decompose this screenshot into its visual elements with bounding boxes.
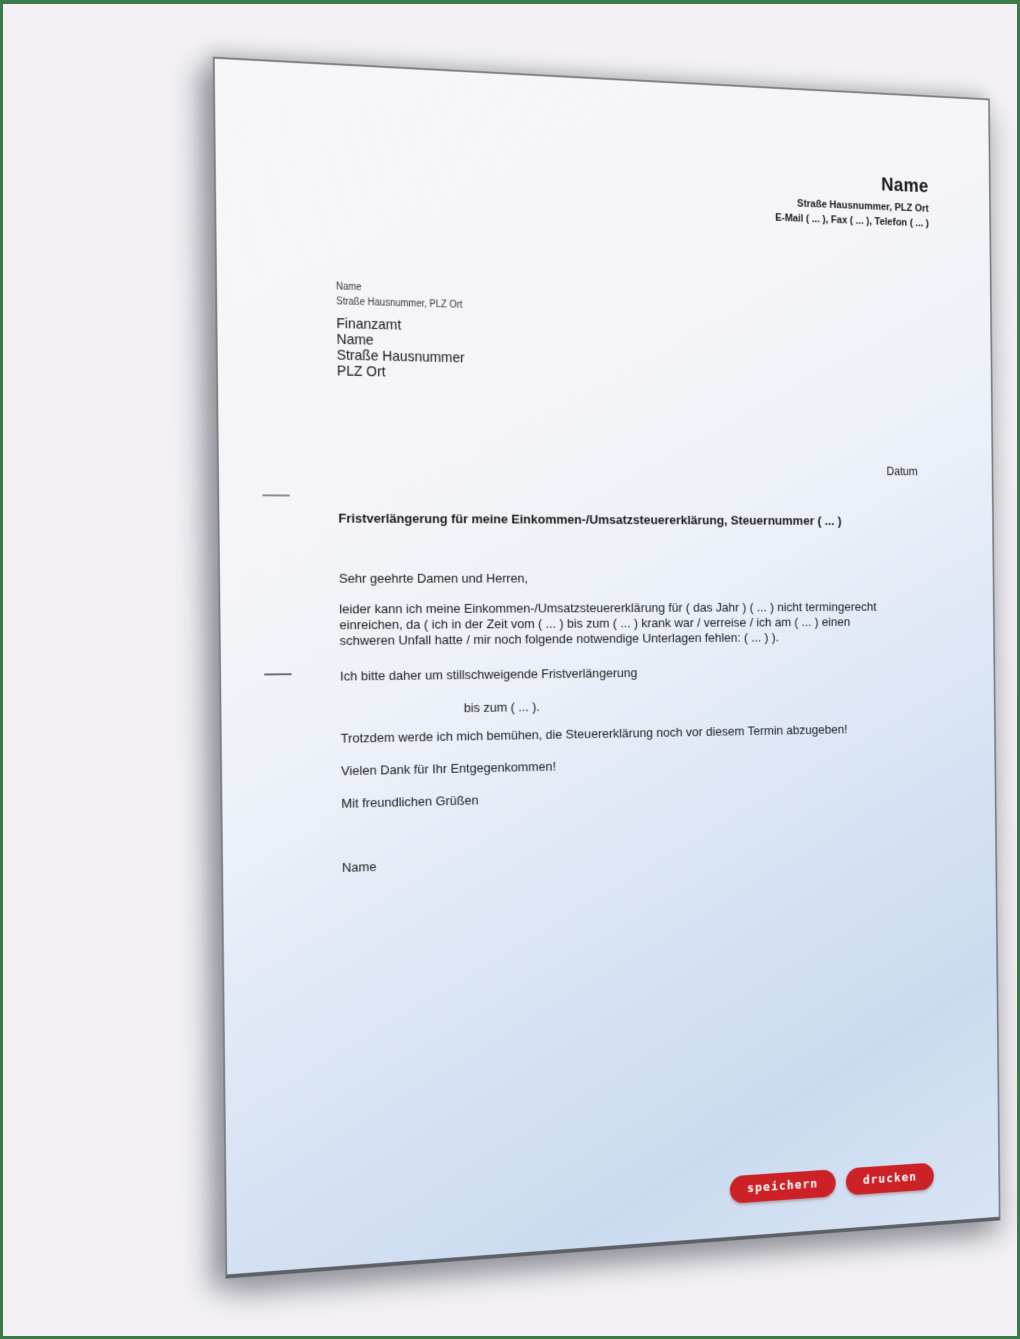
- request-line: Ich bitte daher um stillschweigende Fristverlängerung: [339, 665, 638, 684]
- paragraph-line: schweren Unfall hatte / mir noch folgende notwendige Unterlagen fehlen: ( ... ) ).: [339, 630, 779, 649]
- deadline-line: bis zum ( ... ).: [463, 699, 540, 716]
- save-button[interactable]: speichern: [729, 1169, 835, 1204]
- recipient-line: Finanzamt: [336, 316, 402, 334]
- header-address: Straße Hausnummer, PLZ Ort: [797, 197, 929, 215]
- button-row: [729, 1162, 934, 1203]
- header-name: Name: [881, 174, 929, 197]
- recipient-line: Straße Hausnummer: [336, 347, 465, 367]
- sender-block: [336, 280, 463, 313]
- closing-line: Mit freundlichen Grüßen: [341, 792, 479, 811]
- promise-line: Trotzdem werde ich mich bemühen, die Steuererklärung noch vor diesem Termin abzugeben!: [340, 722, 848, 746]
- header-contact: E-Mail ( ... ), Fax ( ... ), Telefon ( ... ): [775, 212, 929, 230]
- paragraph-line: leider kann ich meine Einkommen-/Umsatzsteuererklärung für ( das Jahr ) ( ... ) nicht termingerecht: [339, 599, 877, 617]
- salutation: Sehr geehrte Damen und Herren,: [338, 570, 529, 586]
- print-button[interactable]: drucken: [846, 1162, 934, 1195]
- thanks-line: Vielen Dank für Ihr Entgegenkommen!: [340, 758, 557, 779]
- fold-mark: [264, 673, 291, 675]
- recipient-line: Name: [336, 331, 374, 349]
- letter-header: [775, 170, 929, 231]
- sender-name: Name: [335, 281, 362, 294]
- date-label: Datum: [886, 464, 918, 479]
- fold-mark: [262, 494, 289, 496]
- letter-page: [213, 57, 1001, 1279]
- sender-address: Straße Hausnummer, PLZ Ort: [336, 296, 463, 311]
- recipient-block: [336, 316, 464, 382]
- subject-line: Fristverlängerung für meine Einkommen-/Umsatzsteuererklärung, Steuernummer ( ... ): [338, 510, 842, 528]
- recipient-line: PLZ Ort: [336, 363, 386, 381]
- signature-name: Name: [341, 859, 377, 875]
- paragraph-line: einreichen, da ( ich in der Zeit vom ( ... ) bis zum ( ... ) krank war / verreise / ich am ( ... ) einen: [339, 614, 851, 633]
- body-paragraph: [339, 600, 877, 650]
